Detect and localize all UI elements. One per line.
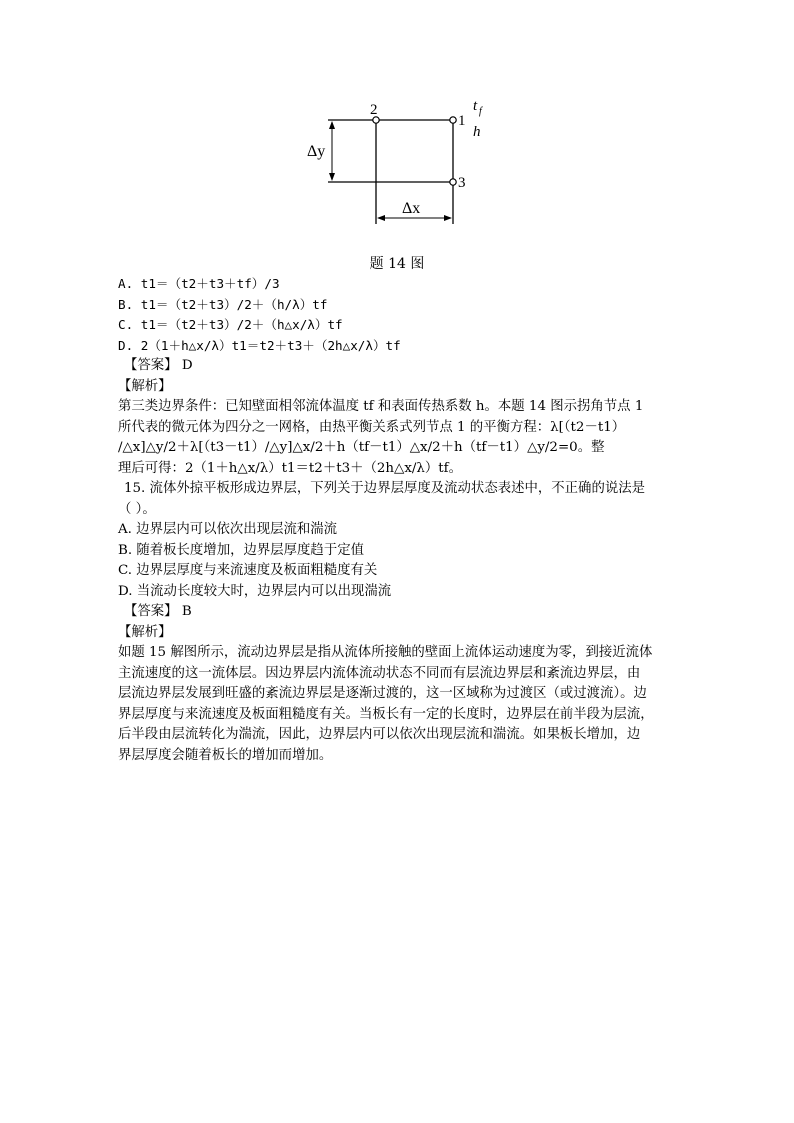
label-h: h (473, 124, 481, 140)
q15-option-c: C. 边界层厚度与来流速度及板面粗糙度有关 (118, 563, 378, 578)
q14-option-a: A. t1＝（t2＋t3＋tf）/3 (118, 276, 280, 291)
q15-analysis-title: 【解析】 (118, 624, 172, 640)
q15-analysis-line: 层流边界层发展到旺盛的紊流边界层是逐渐过渡的，这一区域称为过渡区（或过渡流）。边 (118, 686, 647, 701)
q15-answer: 【答案】 B (124, 604, 192, 619)
node-1 (450, 117, 456, 123)
dy-arrow-bottom (329, 173, 335, 181)
label-node-2: 2 (370, 102, 378, 118)
figure-caption: 题 14 图 (369, 256, 425, 272)
q15-analysis-line: 界层厚度会随着板长的增加而增加。 (118, 747, 333, 763)
q15-stem (118, 479, 678, 520)
node-3 (450, 179, 456, 185)
dx-arrow-right (444, 215, 452, 221)
label-tf-subscript: f (479, 106, 482, 117)
q14-option-c: C. t1＝（t2＋t3）/2＋（h△x/λ）tf (118, 317, 343, 332)
q15-analysis-line: 主流速度的这一流体层。因边界层内流体流动状态不同而有层流边界层和紊流边界层，由 (118, 665, 641, 681)
label-dy: Δy (307, 143, 326, 160)
q15-option-d: D. 当流动长度较大时，边界层内可以出现湍流 (118, 583, 392, 599)
q15-options (118, 520, 678, 602)
grid-node-diagram (290, 92, 510, 242)
label-node-1: 1 (458, 113, 466, 129)
q14-option-b: B. t1＝（t2＋t3）/2＋（h/λ）tf (118, 296, 328, 312)
q14-options (118, 274, 678, 356)
figure-14 (290, 92, 510, 242)
label-tf: t (473, 98, 478, 114)
q14-analysis-line: 第三类边界条件：已知壁面相邻流体温度 tf 和表面传热系数 h。本题 14 图示拐角节点 1 (118, 399, 644, 414)
q15-analysis-line: 后半段由层流转化为湍流，因此，边界层内可以依次出现层流和湍流。如果板长增加，边 (118, 727, 641, 742)
q15-stem-line: （ ）。 (118, 501, 156, 517)
q14-analysis-line: /△x]△y/2＋λ[（t3－t1）/△y]△x/2＋h（tf－t1）△x/2＋h（tf－t1）△y/2=0。整 (118, 440, 605, 455)
q14-analysis (118, 397, 678, 479)
q14-answer: 【答案】 D (124, 358, 193, 373)
dy-arrow-top (329, 121, 335, 129)
q14-analysis-title: 【解析】 (118, 378, 172, 394)
label-node-3: 3 (458, 175, 466, 191)
dx-arrow-left (377, 215, 385, 221)
q14-analysis-line: 理后可得：2（1＋h△x/λ）t1＝t2＋t3＋（2h△x/λ）tf。 (118, 460, 463, 476)
q15-option-b: B. 随着板长度增加，边界层厚度趋于定值 (118, 542, 364, 558)
q14-option-d: D. 2（1＋h△x/λ）t1＝t2＋t3＋（2h△x/λ）tf (118, 337, 401, 353)
label-dx: Δx (402, 200, 421, 217)
q15-analysis (118, 643, 678, 766)
q15-analysis-line: 如题 15 解图所示，流动边界层是指从流体所接触的壁面上流体运动速度为零，到接近流体 (118, 645, 653, 660)
document-body (118, 274, 678, 766)
q14-analysis-line: 所代表的微元体为四分之一网格，由热平衡关系式列节点 1 的平衡方程：λ[（t2－t1） (118, 419, 626, 435)
q15-analysis-line: 界层厚度与来流速度及板面粗糙度有关。当板长有一定的长度时，边界层在前半段为层流， (118, 706, 654, 722)
q15-stem-line: 15. 流体外掠平板形成边界层，下列关于边界层厚度及流动状态表述中，不正确的说法是 (124, 481, 646, 496)
q15-option-a: A. 边界层内可以依次出现层流和湍流 (118, 522, 338, 537)
